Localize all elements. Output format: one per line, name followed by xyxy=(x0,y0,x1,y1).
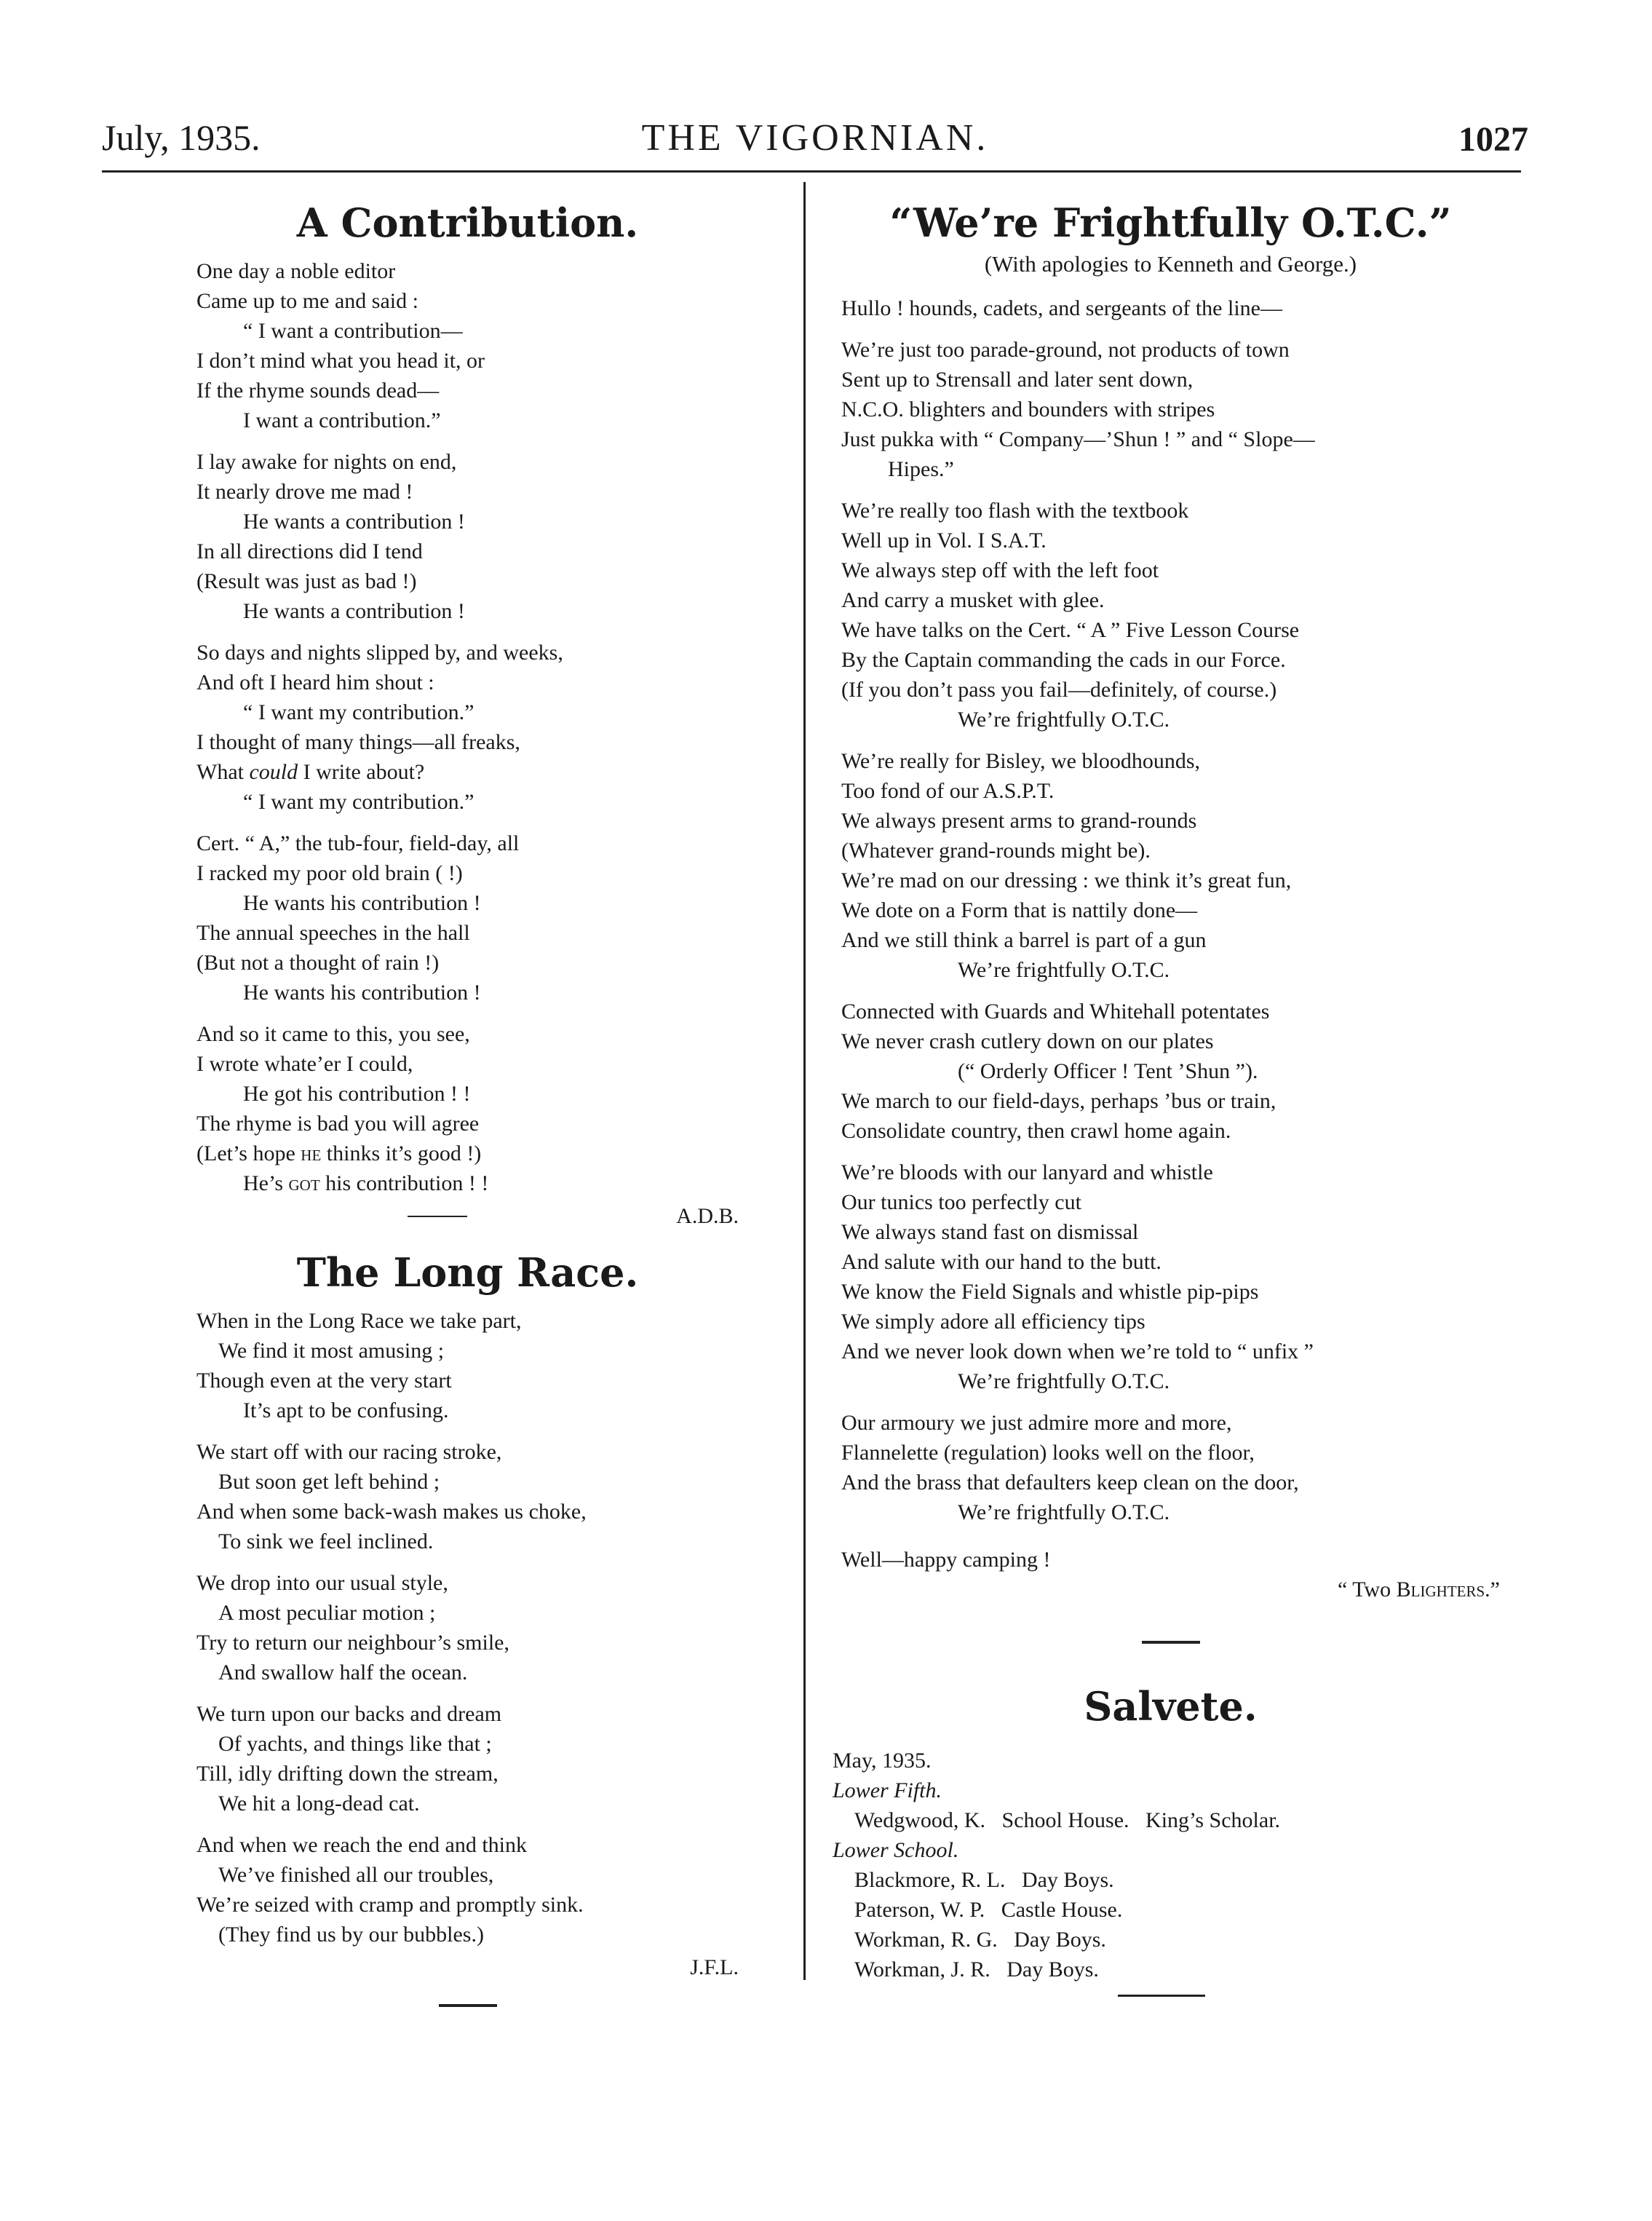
poem-line: To sink we feel inclined. xyxy=(218,1529,434,1553)
poem-line: We’ve finished all our troubles, xyxy=(218,1863,494,1887)
form-heading: Lower Fifth. xyxy=(833,1778,942,1802)
poem-line: So days and nights slipped by, and weeks, xyxy=(196,641,563,665)
text-span: ” xyxy=(1490,1577,1500,1602)
page-header xyxy=(102,109,1528,167)
section-title-salvete: Salvete. xyxy=(1084,1683,1258,1730)
list-item: Paterson, W. P. Castle House. xyxy=(854,1898,1123,1922)
stanza xyxy=(841,335,1500,484)
poem-line: Flannelette (regulation) looks well on the floor, xyxy=(841,1441,1255,1465)
poem-line: It nearly drove me mad ! xyxy=(196,480,413,504)
poem-line: He wants a contribution ! xyxy=(243,599,465,623)
short-rule xyxy=(408,1216,467,1217)
poem-title-long-race: The Long Race. xyxy=(296,1249,639,1296)
publication-title: THE VIGORNIAN. xyxy=(641,117,989,159)
page-number: 1027 xyxy=(1458,120,1528,159)
poem-line: N.C.O. blighters and bounders with stripes xyxy=(841,397,1215,421)
poem-line: Our armoury we just admire more and more, xyxy=(841,1411,1232,1435)
poem-line: I lay awake for nights on end, xyxy=(196,450,457,474)
poem-line: And salute with our hand to the butt. xyxy=(841,1250,1161,1274)
poem-line: Connected with Guards and Whitehall potentates xyxy=(841,999,1270,1024)
poem-line: Cert. “ A,” the tub-four, field-day, all xyxy=(196,831,520,855)
poem-line: We always step off with the left foot xyxy=(841,558,1159,582)
author-credit xyxy=(841,1575,1500,1604)
poem-line: Hipes.” xyxy=(888,457,954,481)
stanza xyxy=(196,256,739,435)
salvete-date: May, 1935. xyxy=(833,1749,932,1773)
poem-line: (But not a thought of rain !) xyxy=(196,951,440,975)
header-rule xyxy=(102,170,1521,173)
poem-line: We march to our field-days, perhaps ’bus or train, xyxy=(841,1089,1276,1113)
section-rule xyxy=(1142,1641,1200,1644)
poem-line: We’re really too flash with the textbook xyxy=(841,499,1189,523)
stanza xyxy=(841,746,1500,985)
poem-line: Of yachts, and things like that ; xyxy=(218,1732,492,1756)
poem-line xyxy=(196,757,739,787)
list-item: Blackmore, R. L. Day Boys. xyxy=(854,1868,1114,1892)
poem-line: Though even at the very start xyxy=(196,1369,452,1393)
poem-line: By the Captain commanding the cads in our Force. xyxy=(841,648,1286,672)
section-rule xyxy=(439,2004,497,2007)
poem-line: A most peculiar motion ; xyxy=(218,1601,436,1625)
stanza xyxy=(196,447,739,626)
poem-line: We start off with our racing stroke, xyxy=(196,1440,502,1464)
list-item: Workman, R. G. Day Boys. xyxy=(854,1928,1106,1952)
poem-line: Too fond of our A.S.P.T. xyxy=(841,779,1055,803)
text-span: I write about? xyxy=(303,760,425,784)
poem-line xyxy=(196,1139,739,1168)
poem-line: We’re seized with cramp and promptly sink. xyxy=(196,1893,584,1917)
poem-title-otc: “We’re Frightfully O.T.C.” xyxy=(889,199,1452,246)
text-span: “ Two xyxy=(1337,1577,1391,1602)
section-rule xyxy=(1118,1995,1205,1997)
stanza xyxy=(841,293,1500,323)
poem-line: Our tunics too perfectly cut xyxy=(841,1190,1081,1214)
poem-line: It’s apt to be confusing. xyxy=(243,1398,449,1422)
poem-line: We’re mad on our dressing : we think it’s great fun, xyxy=(841,868,1292,892)
poem-line: Sent up to Strensall and later sent down, xyxy=(841,368,1194,392)
poem-line: We never crash cutlery down on our plates xyxy=(841,1029,1214,1053)
author-initials: A.D.B. xyxy=(676,1204,739,1228)
issue-date: July, 1935. xyxy=(102,117,261,158)
poem-line: Well—happy camping ! xyxy=(841,1548,1051,1572)
poem-subtitle: (With apologies to Kenneth and George.) xyxy=(984,251,1357,277)
poem-line: (They find us by our bubbles.) xyxy=(218,1923,484,1947)
stanza xyxy=(841,1408,1500,1527)
poem-line: And when we reach the end and think xyxy=(196,1833,528,1857)
poem-line: We dote on a Form that is nattily done— xyxy=(841,898,1198,922)
italic-word: could xyxy=(249,760,298,784)
poem-line: He wants his contribution ! xyxy=(243,981,481,1005)
poem-line: (“ Orderly Officer ! Tent ’Shun ”). xyxy=(958,1059,1258,1083)
right-column xyxy=(833,197,1500,1997)
stanza xyxy=(196,828,739,1007)
poem-line: We know the Field Signals and whistle pip-pips xyxy=(841,1280,1259,1304)
poem-line: Hullo ! hounds, cadets, and sergeants of the line— xyxy=(841,296,1282,320)
poem-line: “ I want a contribution— xyxy=(243,319,463,343)
poem-line: We drop into our usual style, xyxy=(196,1571,448,1595)
poem-line: And when some back-wash makes us choke, xyxy=(196,1500,587,1524)
poem-line: We always present arms to grand-rounds xyxy=(841,809,1197,833)
poem-line: (Whatever grand-rounds might be). xyxy=(841,839,1151,863)
left-column xyxy=(196,197,739,2036)
poem-line: We’re frightfully O.T.C. xyxy=(958,1369,1170,1393)
poem-line: We’re bloods with our lanyard and whistle xyxy=(841,1160,1213,1184)
text-span: What xyxy=(196,760,244,784)
poem-line: I don’t mind what you head it, or xyxy=(196,349,485,373)
credit-row xyxy=(196,1201,739,1233)
poem-line: Consolidate country, then crawl home again. xyxy=(841,1119,1231,1143)
poem-line: I thought of many things—all freaks, xyxy=(196,730,520,754)
poem-line: We turn upon our backs and dream xyxy=(196,1702,502,1726)
author-initials: J.F.L. xyxy=(690,1955,739,1979)
poem-line: The rhyme is bad you will agree xyxy=(196,1112,480,1136)
small-caps-word: he xyxy=(301,1141,322,1165)
list-item: Workman, J. R. Day Boys. xyxy=(854,1957,1099,1982)
stanza xyxy=(841,496,1500,735)
poem-line: He wants his contribution ! xyxy=(243,891,481,915)
poem-line: We’re just too parade-ground, not products of town xyxy=(841,338,1290,362)
poem-line: But soon get left behind ; xyxy=(218,1470,440,1494)
text-span: his contribution ! ! xyxy=(325,1171,489,1195)
poem-line: And swallow half the ocean. xyxy=(218,1660,468,1684)
poem-line: We’re frightfully O.T.C. xyxy=(958,708,1170,732)
poem-line: He got his contribution ! ! xyxy=(243,1082,471,1106)
poem-line: I want a contribution.” xyxy=(243,408,441,432)
poem-line: We find it most amusing ; xyxy=(218,1339,445,1363)
stanza xyxy=(196,1699,739,1818)
poem-line: And oft I heard him shout : xyxy=(196,670,434,694)
column-divider xyxy=(803,182,806,1980)
poem-line: We’re really for Bisley, we bloodhounds, xyxy=(841,749,1201,773)
poem-line: (If you don’t pass you fail—definitely, of course.) xyxy=(841,678,1277,702)
poem-line: And we never look down when we’re told to “ unfix ” xyxy=(841,1339,1314,1363)
text-span: He’s xyxy=(243,1171,283,1195)
poem-line: If the rhyme sounds dead— xyxy=(196,379,440,403)
poem-line: And the brass that defaulters keep clean on the door, xyxy=(841,1470,1299,1494)
stanza xyxy=(196,638,739,817)
form-heading: Lower School. xyxy=(833,1838,959,1862)
poem-line: We have talks on the Cert. “ A ” Five Lesson Course xyxy=(841,618,1300,642)
stanza xyxy=(196,1019,739,1198)
poem-line: We always stand fast on dismissal xyxy=(841,1220,1139,1244)
stanza xyxy=(196,1830,739,1949)
poem-line: Well up in Vol. I S.A.T. xyxy=(841,528,1047,553)
poem-line: Just pukka with “ Company—’Shun ! ” and “ Slope— xyxy=(841,427,1315,451)
poem-line: Till, idly drifting down the stream, xyxy=(196,1762,499,1786)
poem-line: He wants a contribution ! xyxy=(243,510,465,534)
stanza xyxy=(841,1545,1500,1575)
poem-line: In all directions did I tend xyxy=(196,539,423,563)
poem-line: I wrote whate’er I could, xyxy=(196,1052,413,1076)
poem-line: The annual speeches in the hall xyxy=(196,921,470,945)
poem-line: We simply adore all efficiency tips xyxy=(841,1310,1145,1334)
text-span: (Let’s hope xyxy=(196,1141,295,1165)
salvete-list xyxy=(833,1746,1500,1984)
poem-line: “ I want my contribution.” xyxy=(243,700,474,724)
poem-line: Try to return our neighbour’s smile, xyxy=(196,1631,509,1655)
poem-title-contribution: A Contribution. xyxy=(296,199,639,246)
list-item: Wedgwood, K. School House. King’s Scholar. xyxy=(854,1808,1281,1832)
stanza xyxy=(196,1568,739,1687)
poem-line: And we still think a barrel is part of a gun xyxy=(841,928,1207,952)
poem-line: We’re frightfully O.T.C. xyxy=(958,1500,1170,1524)
small-caps-word: Blighters. xyxy=(1396,1577,1490,1602)
poem-line: I racked my poor old brain ( !) xyxy=(196,861,463,885)
text-span: thinks it’s good !) xyxy=(326,1141,482,1165)
poem-line: “ I want my contribution.” xyxy=(243,790,474,814)
stanza xyxy=(196,1306,739,1425)
poem-line: And carry a musket with glee. xyxy=(841,588,1105,612)
poem-line: One day a noble editor xyxy=(196,259,396,283)
stanza xyxy=(196,1437,739,1556)
poem-line: (Result was just as bad !) xyxy=(196,569,417,593)
small-caps-word: got xyxy=(288,1171,320,1195)
poem-line: We hit a long-dead cat. xyxy=(218,1792,420,1816)
poem-line xyxy=(196,1168,739,1198)
stanza xyxy=(841,997,1500,1146)
poem-line: And so it came to this, you see, xyxy=(196,1022,470,1046)
stanza xyxy=(841,1157,1500,1396)
poem-line: When in the Long Race we take part, xyxy=(196,1309,522,1333)
poem-line: We’re frightfully O.T.C. xyxy=(958,958,1170,982)
poem-line: Came up to me and said : xyxy=(196,289,418,313)
